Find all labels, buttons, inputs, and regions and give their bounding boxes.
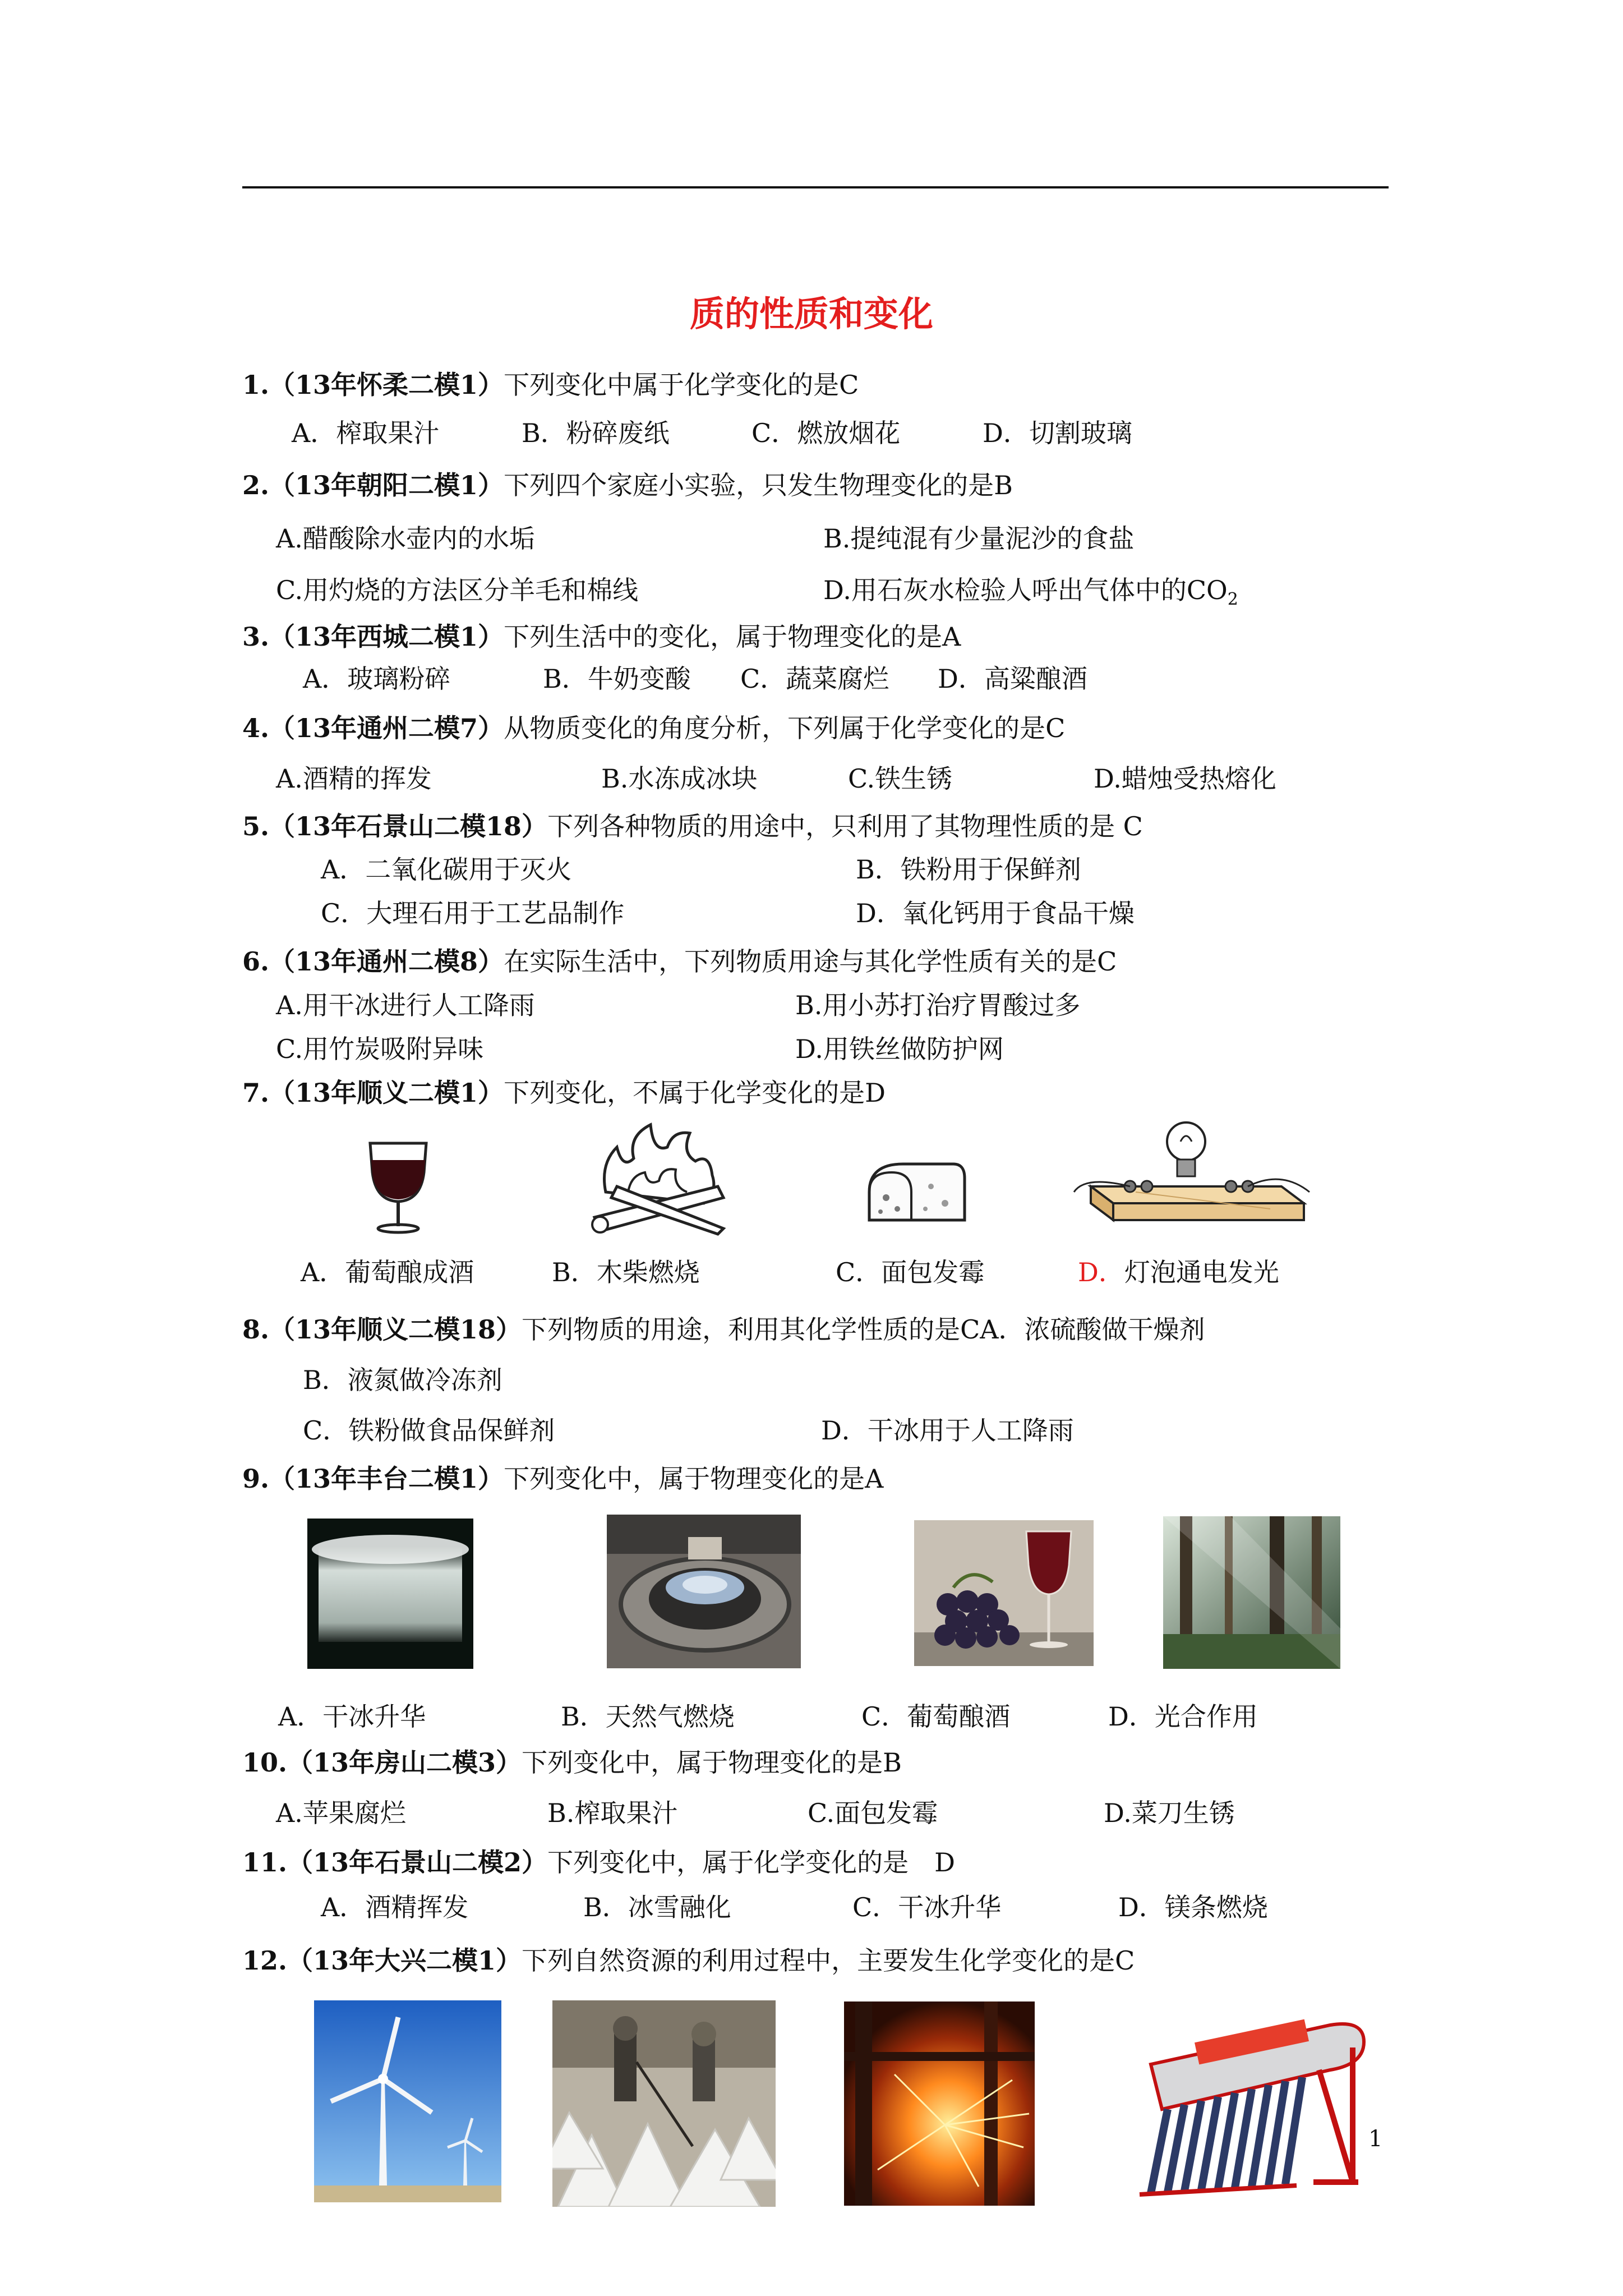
wind-turbine-photo: [314, 2000, 501, 2202]
question-8: 8.（13年顺义二模18）下列物质的用途，利用其化学性质的是CA．浓硫酸做干燥剂: [242, 1314, 1205, 1345]
q10-option-b: B.榨取果汁: [547, 1798, 678, 1828]
page-title: 质的性质和变化: [689, 293, 933, 334]
question-5: 5.（13年石景山二模18）下列各种物质的用途中，只利用了其物理性质的是 C: [242, 811, 1143, 841]
q2-option-b: B.提纯混有少量泥沙的食盐: [823, 523, 1135, 554]
q1-option-b: B．粉碎废纸: [522, 418, 670, 448]
q7-option-a: A．葡萄酿成酒: [301, 1257, 474, 1287]
q10-option-d: D.菜刀生锈: [1104, 1798, 1235, 1828]
q4-option-b: B.水冻成冰块: [601, 763, 758, 794]
header-rule: [242, 186, 1389, 188]
q5-option-b: B．铁粉用于保鲜剂: [856, 854, 1081, 885]
question-7: 7.（13年顺义二模1）下列变化，不属于化学变化的是D: [242, 1078, 886, 1108]
question-6: 6.（13年通州二模8）在实际生活中，下列物质用途与其化学性质有关的是C: [242, 946, 1117, 977]
q8-option-d: D．干冰用于人工降雨: [821, 1415, 1074, 1446]
question-9: 9.（13年丰台二模1）下列变化中，属于物理变化的是A: [242, 1464, 884, 1494]
q2-option-a: A.醋酸除水壶内的水垢: [276, 523, 535, 554]
solar-water-heater-photo: [1128, 2014, 1373, 2205]
q7-option-b: B．木柴燃烧: [552, 1257, 700, 1287]
question-2: 2.（13年朝阳二模1）下列四个家庭小实验，只发生物理变化的是B: [242, 470, 1013, 500]
q11-option-c: C．干冰升华: [852, 1892, 1002, 1922]
q11-option-d: D．镁条燃烧: [1118, 1892, 1268, 1922]
q9-option-a: A．干冰升华: [278, 1701, 426, 1732]
q5-option-c: C．大理石用于工艺品制作: [321, 898, 625, 928]
q7-option-d: D．灯泡通电发光: [1078, 1257, 1279, 1287]
q4-option-d: D.蜡烛受热熔化: [1094, 763, 1276, 794]
q4-option-a: A.酒精的挥发: [276, 763, 432, 794]
moldy-bread-icon: [858, 1153, 970, 1231]
question-3: 3.（13年西城二模1）下列生活中的变化，属于物理变化的是A: [242, 622, 961, 652]
question-11: 11.（13年石景山二模2）下列变化中，属于化学变化的是 D: [242, 1847, 955, 1878]
q6-option-d: D.用铁丝做防护网: [795, 1034, 1004, 1064]
q6-option-a: A.用干冰进行人工降雨: [276, 990, 535, 1020]
q7-option-c: C．面包发霉: [836, 1257, 985, 1287]
question-4: 4.（13年通州二模7）从物质变化的角度分析，下列属于化学变化的是C: [242, 713, 1066, 743]
q5-option-a: A．二氧化碳用于灭火: [321, 854, 572, 885]
q2-option-c: C.用灼烧的方法区分羊毛和棉线: [276, 575, 639, 605]
q3-option-a: A．玻璃粉碎: [303, 664, 451, 694]
q9-option-c: C．葡萄酿酒: [861, 1701, 1011, 1732]
co2-subscript: 2: [1227, 590, 1238, 609]
gas-stove-burning-photo: [607, 1515, 801, 1668]
question-12: 12.（13年大兴二模1）下列自然资源的利用过程中，主要发生化学变化的是C: [242, 1945, 1135, 1976]
q3-option-c: C．蔬菜腐烂: [740, 664, 889, 694]
dry-ice-sublimation-photo: [307, 1519, 473, 1669]
q2-option-d: D.用石灰水检验人呼出气体中的$CO_2$: [823, 575, 1238, 609]
q6-option-b: B.用小苏打治疗胃酸过多: [795, 990, 1081, 1020]
q8-option-c: C．铁粉做食品保鲜剂: [303, 1415, 555, 1446]
q10-option-c: C.面包发霉: [808, 1798, 938, 1828]
wine-glass-icon: [359, 1139, 437, 1234]
q1-option-d: D．切割玻璃: [983, 418, 1132, 448]
q3-option-d: D．高粱酿酒: [938, 664, 1087, 694]
q1-option-c: C．燃放烟花: [751, 418, 901, 448]
q9-option-d: D．光合作用: [1108, 1701, 1258, 1732]
q9-option-b: B．天然气燃烧: [561, 1701, 735, 1732]
q8-option-b: B．液氮做冷冻剂: [303, 1365, 502, 1395]
question-1: 1.（13年怀柔二模1）下列变化中属于化学变化的是C: [242, 370, 859, 400]
question-10: 10.（13年房山二模3）下列变化中，属于物理变化的是B: [242, 1747, 902, 1778]
salt-harvesting-photo: [552, 2000, 776, 2207]
q4-option-c: C.铁生锈: [848, 763, 953, 794]
grapes-red-wine-photo: [914, 1520, 1094, 1666]
q3-option-b: B．牛奶变酸: [543, 664, 691, 694]
q11-option-a: A．酒精挥发: [321, 1892, 469, 1922]
q1-option-a: A．榨取果汁: [292, 418, 440, 448]
q11-option-b: B．冰雪融化: [583, 1892, 731, 1922]
q6-option-c: C.用竹炭吸附异味: [276, 1034, 484, 1064]
light-bulb-board-icon: [1068, 1108, 1315, 1234]
steel-smelting-sparks-photo: [844, 2001, 1035, 2206]
burning-firewood-icon: [583, 1119, 735, 1237]
q5-option-d: D．氧化钙用于食品干燥: [856, 898, 1135, 928]
q10-option-a: A.苹果腐烂: [276, 1798, 406, 1828]
forest-photosynthesis-photo: [1163, 1516, 1340, 1669]
page-number: 1: [1368, 2126, 1383, 2152]
